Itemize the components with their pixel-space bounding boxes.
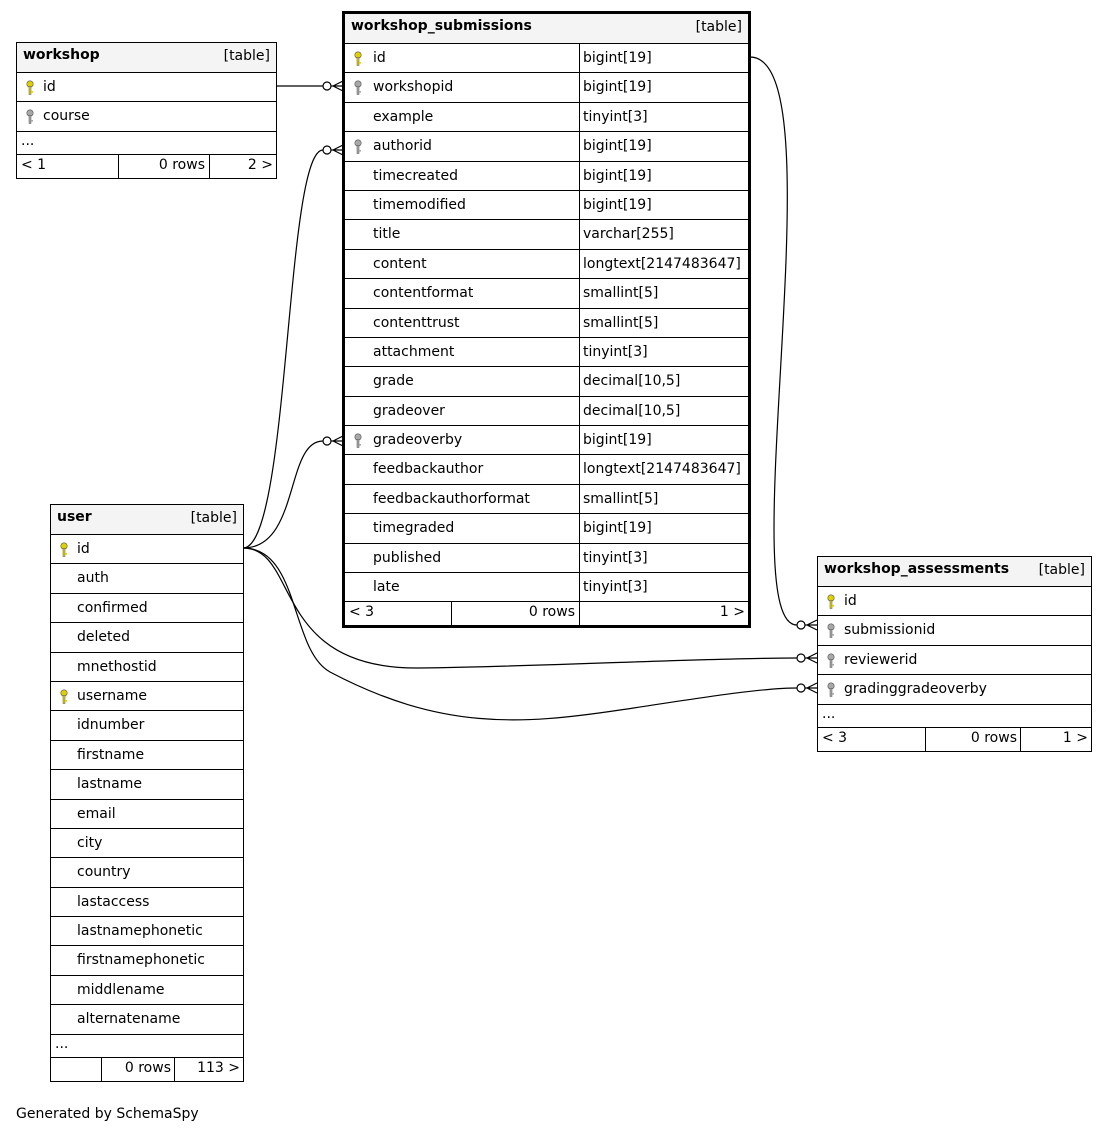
footer-parents[interactable]: < 3 [349, 604, 375, 621]
column-row-city[interactable] [51, 829, 243, 858]
column-name: timemodified [373, 196, 466, 213]
edge-endpoint-circle [323, 146, 331, 154]
column-row-workshopid[interactable] [345, 73, 748, 102]
table-footer [17, 155, 276, 178]
column-name: timegraded [373, 520, 455, 537]
edge-user-submissions-gradeoverby [243, 441, 323, 548]
column-row-mnethostid[interactable] [51, 653, 243, 682]
column-row-contentformat[interactable] [345, 279, 748, 308]
edge-submissions-assessments-submissionid [750, 57, 797, 625]
foreign-key-icon [826, 653, 836, 669]
table-workshop[interactable] [16, 42, 277, 179]
column-type: bigint[19] [583, 50, 652, 66]
table-name: workshop_submissions [351, 18, 532, 34]
column-name: lastname [77, 776, 142, 793]
column-name: id [373, 50, 386, 66]
column-row-feedbackauthor[interactable] [345, 455, 748, 484]
table-footer [818, 728, 1091, 751]
column-type: tinyint[3] [583, 343, 648, 360]
column-type: bigint[19] [583, 432, 652, 449]
edge-endpoint-circle [797, 654, 805, 662]
edge-endpoint-circle [323, 437, 331, 445]
column-row-submissionid[interactable] [818, 616, 1091, 645]
primary-key-icon [25, 80, 35, 96]
footer-row-count: 0 rows [124, 1059, 171, 1076]
column-row-published[interactable] [345, 544, 748, 573]
table-header [17, 43, 276, 73]
primary-key-icon [353, 51, 363, 67]
column-row-contenttrust[interactable] [345, 309, 748, 338]
generator-caption: Generated by SchemaSpy [16, 1106, 199, 1122]
crowfoot-icon [805, 653, 817, 663]
column-name: lastnamephonetic [77, 923, 203, 940]
column-row-country[interactable] [51, 858, 243, 887]
foreign-key-icon [25, 109, 35, 125]
edge-endpoint-circle [323, 82, 331, 90]
column-type: bigint[19] [583, 196, 652, 213]
column-list [818, 587, 1091, 705]
footer-parents[interactable]: < 1 [21, 156, 47, 173]
more-columns: ... [51, 1035, 243, 1058]
table-user[interactable] [50, 504, 244, 1082]
column-name: lastaccess [77, 893, 150, 910]
column-name: confirmed [77, 599, 148, 616]
column-name: middlename [77, 981, 165, 998]
column-row-email[interactable] [51, 800, 243, 829]
column-row-deleted[interactable] [51, 623, 243, 652]
table-header [51, 505, 243, 535]
table-name: user [57, 509, 92, 525]
column-row-firstnamephonetic[interactable] [51, 946, 243, 975]
column-name: firstname [77, 746, 145, 763]
column-name: gradeoverby [373, 432, 463, 449]
column-name: timecreated [373, 167, 458, 184]
column-row-timegraded[interactable] [345, 514, 748, 543]
column-row-title[interactable] [345, 220, 748, 249]
column-name: submissionid [844, 622, 936, 639]
column-list [17, 73, 276, 132]
column-name: course [43, 108, 90, 125]
column-row-timemodified[interactable] [345, 191, 748, 220]
table-type: [table] [695, 19, 742, 35]
table-name: workshop_assessments [824, 561, 1010, 577]
footer-children[interactable]: 2 > [247, 156, 273, 173]
column-name: city [77, 834, 103, 851]
column-row-gradeover[interactable] [345, 397, 748, 426]
column-name: example [373, 108, 434, 125]
column-type: bigint[19] [583, 167, 652, 184]
column-name: grade [373, 373, 414, 390]
column-name: workshopid [373, 79, 454, 96]
column-row-confirmed[interactable] [51, 594, 243, 623]
column-name: gradeover [373, 402, 445, 419]
footer-children[interactable]: 113 > [197, 1059, 240, 1076]
primary-key-icon [59, 542, 69, 558]
footer-row-count: 0 rows [158, 156, 205, 173]
column-type: bigint[19] [583, 138, 652, 155]
column-row-auth[interactable] [51, 564, 243, 593]
edge-endpoint-circle [797, 621, 805, 629]
table-type: [table] [1038, 562, 1085, 578]
column-name: mnethostid [77, 658, 157, 675]
column-name: published [373, 549, 442, 566]
column-name: contenttrust [373, 314, 460, 331]
column-type: longtext[2147483647] [583, 461, 741, 478]
crowfoot-icon [805, 620, 817, 630]
column-type: tinyint[3] [583, 549, 648, 566]
column-type: longtext[2147483647] [583, 255, 741, 272]
column-name: gradinggradeoverby [844, 681, 987, 698]
column-row-feedbackauthorformat[interactable] [345, 485, 748, 514]
more-columns: ... [818, 705, 1091, 728]
column-row-content[interactable] [345, 250, 748, 279]
column-name: feedbackauthorformat [373, 490, 530, 507]
column-type: smallint[5] [583, 285, 659, 302]
column-name: title [373, 226, 401, 243]
footer-children[interactable]: 1 > [719, 604, 745, 621]
column-row-authorid[interactable] [345, 132, 748, 161]
column-type: tinyint[3] [583, 108, 648, 125]
column-name: username [77, 687, 147, 704]
column-name: attachment [373, 343, 455, 360]
table-footer [345, 602, 748, 625]
primary-key-icon [59, 689, 69, 705]
table-header [818, 557, 1091, 587]
column-name: reviewerid [844, 651, 918, 668]
column-row-course[interactable] [17, 102, 276, 131]
column-name: contentformat [373, 285, 474, 302]
column-row-username[interactable] [51, 682, 243, 711]
column-type: decimal[10,5] [583, 402, 681, 419]
column-row-late[interactable] [345, 573, 748, 602]
column-list [345, 44, 748, 602]
edge-endpoint-circle [797, 684, 805, 692]
column-name: late [373, 579, 400, 596]
footer-children[interactable]: 1 > [1062, 729, 1088, 746]
column-type: decimal[10,5] [583, 373, 681, 390]
column-name: id [43, 79, 56, 95]
column-name: authorid [373, 138, 432, 155]
column-list [51, 535, 243, 1035]
column-name: content [373, 255, 427, 272]
column-row-example[interactable] [345, 103, 748, 132]
foreign-key-icon [353, 433, 363, 449]
more-columns: ... [17, 132, 276, 155]
column-row-lastnamephonetic[interactable] [51, 917, 243, 946]
foreign-key-icon [826, 623, 836, 639]
table-type: [table] [190, 510, 237, 526]
column-name: auth [77, 570, 109, 587]
primary-key-icon [826, 594, 836, 610]
table-header [345, 14, 748, 44]
column-row-grade[interactable] [345, 367, 748, 396]
table-name: workshop [23, 47, 100, 63]
column-name: feedbackauthor [373, 461, 484, 478]
column-name: firstnamephonetic [77, 952, 205, 969]
table-workshop-assessments[interactable] [817, 556, 1092, 752]
column-name: id [844, 593, 857, 609]
column-type: smallint[5] [583, 314, 659, 331]
column-row-id[interactable] [17, 73, 276, 102]
column-type: bigint[19] [583, 520, 652, 537]
column-name: deleted [77, 629, 130, 646]
column-name: email [77, 805, 116, 822]
footer-row-count: 0 rows [528, 604, 575, 621]
column-type: bigint[19] [583, 79, 652, 96]
column-name: alternatename [77, 1011, 181, 1028]
column-row-gradeoverby[interactable] [345, 426, 748, 455]
footer-parents[interactable]: < 3 [822, 729, 848, 746]
table-footer [51, 1058, 243, 1081]
table-type: [table] [223, 48, 270, 64]
column-row-gradinggradeoverby[interactable] [818, 675, 1091, 704]
column-row-middlename[interactable] [51, 976, 243, 1005]
column-name: id [77, 541, 90, 557]
column-type: smallint[5] [583, 490, 659, 507]
column-name: idnumber [77, 717, 145, 734]
column-row-firstname[interactable] [51, 741, 243, 770]
column-row-timecreated[interactable] [345, 162, 748, 191]
foreign-key-icon [826, 682, 836, 698]
column-row-id[interactable] [818, 587, 1091, 616]
column-row-lastname[interactable] [51, 770, 243, 799]
column-row-attachment[interactable] [345, 338, 748, 367]
table-workshop-submissions[interactable] [342, 11, 751, 628]
footer-row-count: 0 rows [970, 729, 1017, 746]
crowfoot-icon [805, 683, 817, 693]
column-row-id[interactable] [51, 535, 243, 564]
foreign-key-icon [353, 139, 363, 155]
column-row-idnumber[interactable] [51, 711, 243, 740]
column-row-id[interactable] [345, 44, 748, 73]
foreign-key-icon [353, 80, 363, 96]
edge-user-submissions-authorid [243, 150, 323, 548]
column-name: country [77, 864, 131, 881]
column-row-reviewerid[interactable] [818, 646, 1091, 675]
column-row-alternatename[interactable] [51, 1005, 243, 1034]
column-type: tinyint[3] [583, 579, 648, 596]
column-row-lastaccess[interactable] [51, 888, 243, 917]
column-type: varchar[255] [583, 226, 674, 243]
